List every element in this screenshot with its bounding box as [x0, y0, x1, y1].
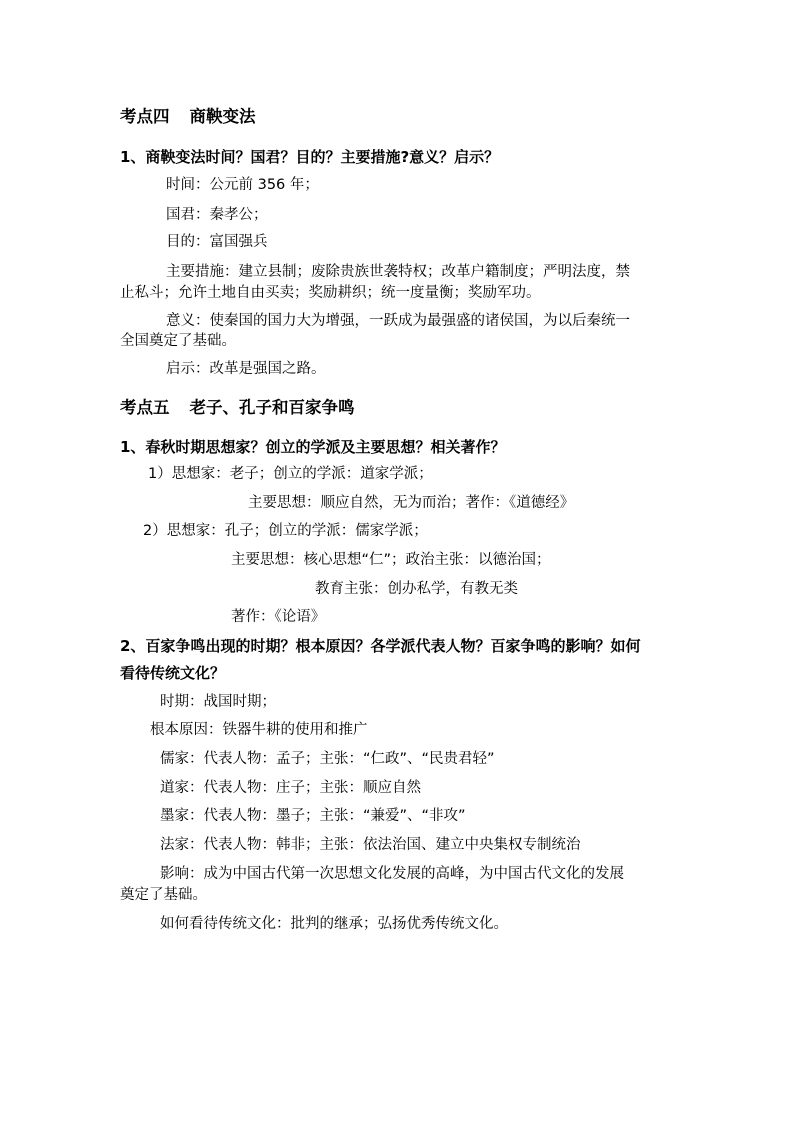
answer-influence-line1: 影响：成为中国古代第一次思想文化发展的高峰，为中国古代文化的发展 [160, 866, 624, 882]
confucius-line2: 主要思想：核心思想“仁”；政治主张：以德治国； [231, 552, 551, 568]
section5-heading [120, 397, 355, 419]
answer-goal: 目的：富国强兵 [166, 234, 268, 250]
section5-question2-line1: 2、百家争鸣出现的时期？根本原因？各学派代表人物？百家争鸣的影响？如何 [120, 637, 641, 655]
confucius-line3: 教育主张：创办私学，有教无类 [315, 581, 518, 597]
laozi-line2: 主要思想：顺应自然，无为而治；著作：《道德经》 [248, 495, 575, 511]
confucius-line1: 2）思想家：孔子；创立的学派：儒家学派； [143, 523, 428, 539]
answer-measures-line2: 止私斗；允许土地自由买卖；奖励耕织；统一度量衡；奖励军功。 [120, 285, 541, 301]
laozi-line1: 1）思想家：老子；创立的学派：道家学派； [148, 466, 433, 482]
section4-heading-label: 考点四 [120, 107, 170, 126]
answer-influence-line2: 奠定了基础。 [120, 887, 207, 903]
answer-period: 时期：战国时期； [160, 694, 276, 710]
section5-heading-label: 考点五 [120, 398, 170, 417]
answer-ruler: 国君：秦孝公； [166, 207, 268, 223]
answer-view: 如何看待传统文化：批判的继承；弘扬优秀传统文化。 [160, 916, 508, 932]
answer-significance-line2: 全国奠定了基础。 [120, 333, 236, 349]
section4-heading [120, 106, 256, 128]
section4-question: 1、商鞅变法时间？国君？目的？主要措施?意义？启示？ [120, 148, 500, 166]
answer-significance-line1: 意义：使秦国的国力大为增强，一跃成为最强盛的诸侯国，为以后秦统一 [166, 313, 630, 329]
answer-root-cause: 根本原因：铁器牛耕的使用和推广 [150, 722, 368, 738]
answer-measures-line1: 主要措施：建立县制；废除贵族世袭特权；改革户籍制度；严明法度，禁 [166, 264, 630, 280]
school-legalist: 法家：代表人物：韩非；主张：依法治国、建立中央集权专制统治 [160, 837, 581, 853]
section4-heading-title: 商鞅变法 [189, 107, 256, 126]
section5-question2-line2: 看待传统文化？ [120, 664, 226, 682]
section5-heading-title: 老子、孔子和百家争鸣 [189, 398, 355, 417]
school-taoist: 道家：代表人物：庄子；主张：顺应自然 [160, 780, 421, 796]
school-confucian: 儒家：代表人物：孟子；主张：“仁政”、“民贵君轻” [160, 751, 495, 767]
answer-lesson: 启示：改革是强国之路。 [166, 361, 326, 377]
section5-question1: 1、春秋时期思想家？创立的学派及主要思想？相关著作？ [120, 438, 506, 456]
answer-time: 时间：公元前 356 年； [166, 177, 319, 193]
school-mohist: 墨家：代表人物：墨子；主张：“兼爱”、“非攻” [160, 808, 466, 824]
confucius-line4: 著作：《论语》 [231, 609, 326, 625]
